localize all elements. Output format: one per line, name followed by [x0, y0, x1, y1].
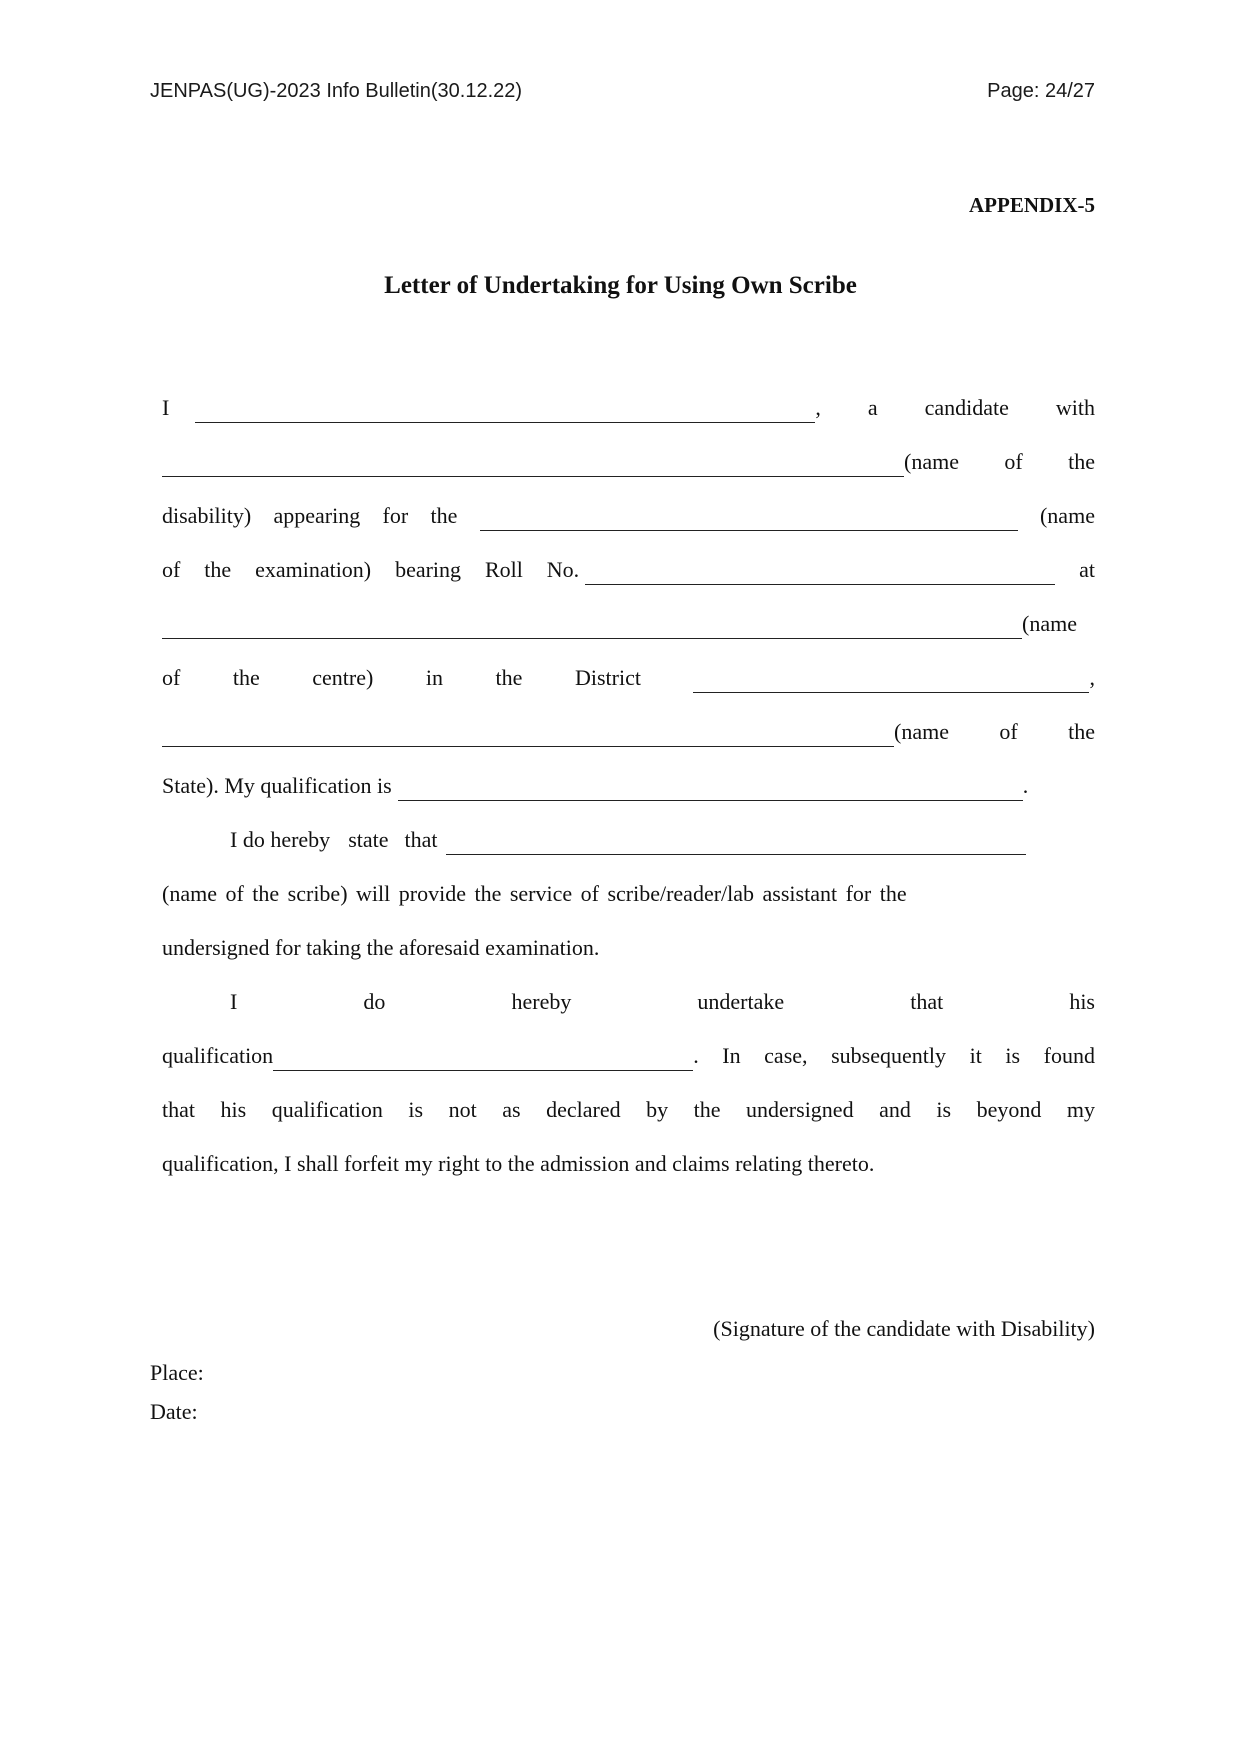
examination-name-blank[interactable]	[480, 506, 1018, 531]
word: ,	[815, 395, 821, 420]
word: by	[646, 1097, 669, 1122]
word: the	[204, 557, 232, 582]
word: is	[408, 1097, 424, 1122]
word: the	[1068, 449, 1095, 474]
word: qualification	[271, 1097, 383, 1122]
word: I	[230, 989, 238, 1014]
disability-name-blank[interactable]	[162, 452, 904, 477]
word: that	[404, 827, 438, 852]
word: In	[722, 1043, 741, 1068]
form-line-3	[162, 501, 1095, 531]
header-bulletin-title: JENPAS(UG)-2023 Info Bulletin(30.12.22)	[150, 80, 523, 102]
word: for	[382, 503, 409, 528]
word: subsequently	[831, 1043, 946, 1068]
form-line-13	[162, 1041, 1095, 1071]
candidate-name-blank[interactable]	[195, 398, 815, 423]
text-line: qualification, I shall forfeit my right to the admission and claims relating thereto.	[162, 1151, 875, 1176]
word: disability)	[162, 503, 252, 528]
date-label: Date:	[150, 1399, 198, 1424]
word: that	[162, 1097, 195, 1122]
word: ,	[1089, 665, 1095, 690]
scribe-qualification-blank[interactable]	[273, 1046, 693, 1071]
word: centre)	[312, 665, 374, 690]
word: state	[348, 827, 389, 852]
word: of	[162, 557, 181, 582]
word: do	[363, 989, 386, 1014]
form-line-11	[162, 933, 1095, 963]
word: State). My qualification is	[162, 773, 392, 798]
word: with	[1055, 395, 1095, 420]
appendix-label: APPENDIX-5	[969, 193, 1095, 217]
word: the	[430, 503, 458, 528]
word: District	[574, 665, 641, 690]
word: declared	[546, 1097, 621, 1122]
scribe-name-blank[interactable]	[446, 830, 1026, 855]
form-line-15	[162, 1149, 1095, 1179]
roll-number-blank[interactable]	[585, 560, 1055, 585]
word: appearing	[273, 503, 361, 528]
word: that	[910, 989, 944, 1014]
word: the	[693, 1097, 721, 1122]
word: is	[1005, 1043, 1021, 1068]
word: of	[999, 719, 1018, 744]
word: of	[1004, 449, 1023, 474]
word: his	[220, 1097, 247, 1122]
word: not	[448, 1097, 477, 1122]
text-line: undersigned for taking the aforesaid examination.	[162, 935, 600, 960]
form-line-8	[162, 771, 1095, 801]
form-line-2	[162, 447, 1095, 477]
page-title: Letter of Undertaking for Using Own Scribe	[384, 272, 857, 299]
word: beyond	[976, 1097, 1042, 1122]
word: is	[936, 1097, 952, 1122]
word: at	[1079, 557, 1095, 582]
word: as	[502, 1097, 521, 1122]
word: his	[1069, 989, 1095, 1014]
word: of	[162, 665, 181, 690]
word: the	[1068, 719, 1095, 744]
form-line-12	[162, 987, 1095, 1017]
form-line-4	[162, 555, 1095, 585]
form-line-1	[162, 393, 1095, 423]
word: (name	[1039, 503, 1095, 528]
word: (name	[904, 449, 959, 474]
word: (name	[894, 719, 949, 744]
centre-name-blank[interactable]	[162, 614, 1022, 639]
word: Roll	[484, 557, 523, 582]
header-page-number: Page: 24/27	[987, 80, 1095, 102]
word: in	[425, 665, 443, 690]
form-line-10	[162, 879, 1095, 909]
word: qualification	[162, 1043, 274, 1068]
form-line-5	[162, 609, 1095, 639]
district-blank[interactable]	[693, 668, 1089, 693]
word: .	[1022, 773, 1029, 798]
word: found	[1043, 1043, 1095, 1068]
word: I do hereby	[230, 827, 331, 852]
state-blank[interactable]	[162, 722, 894, 747]
form-line-6	[162, 663, 1095, 693]
word: my	[1066, 1097, 1095, 1122]
form-line-7	[162, 717, 1095, 747]
word: undertake	[697, 989, 785, 1014]
word: it	[969, 1043, 982, 1068]
text-line: (name of the scribe) will provide the service of scribe/reader/lab assistant for the	[162, 881, 907, 906]
word: I	[162, 395, 170, 420]
word: examination)	[255, 557, 372, 582]
word: the	[495, 665, 523, 690]
word: hereby	[511, 989, 572, 1014]
form-line-14	[162, 1095, 1095, 1125]
candidate-qualification-blank[interactable]	[398, 776, 1023, 801]
word: (name	[1022, 611, 1077, 636]
place-label: Place:	[150, 1360, 204, 1385]
word: and	[879, 1097, 911, 1122]
word: No.	[546, 557, 580, 582]
word: bearing	[395, 557, 462, 582]
word: case,	[764, 1043, 808, 1068]
word: a	[867, 395, 878, 420]
word: the	[232, 665, 260, 690]
signature-label: (Signature of the candidate with Disability)	[713, 1316, 1095, 1341]
form-line-9	[162, 825, 1095, 855]
word: undersigned	[746, 1097, 854, 1122]
word: .	[693, 1043, 699, 1068]
word: candidate	[924, 395, 1009, 420]
